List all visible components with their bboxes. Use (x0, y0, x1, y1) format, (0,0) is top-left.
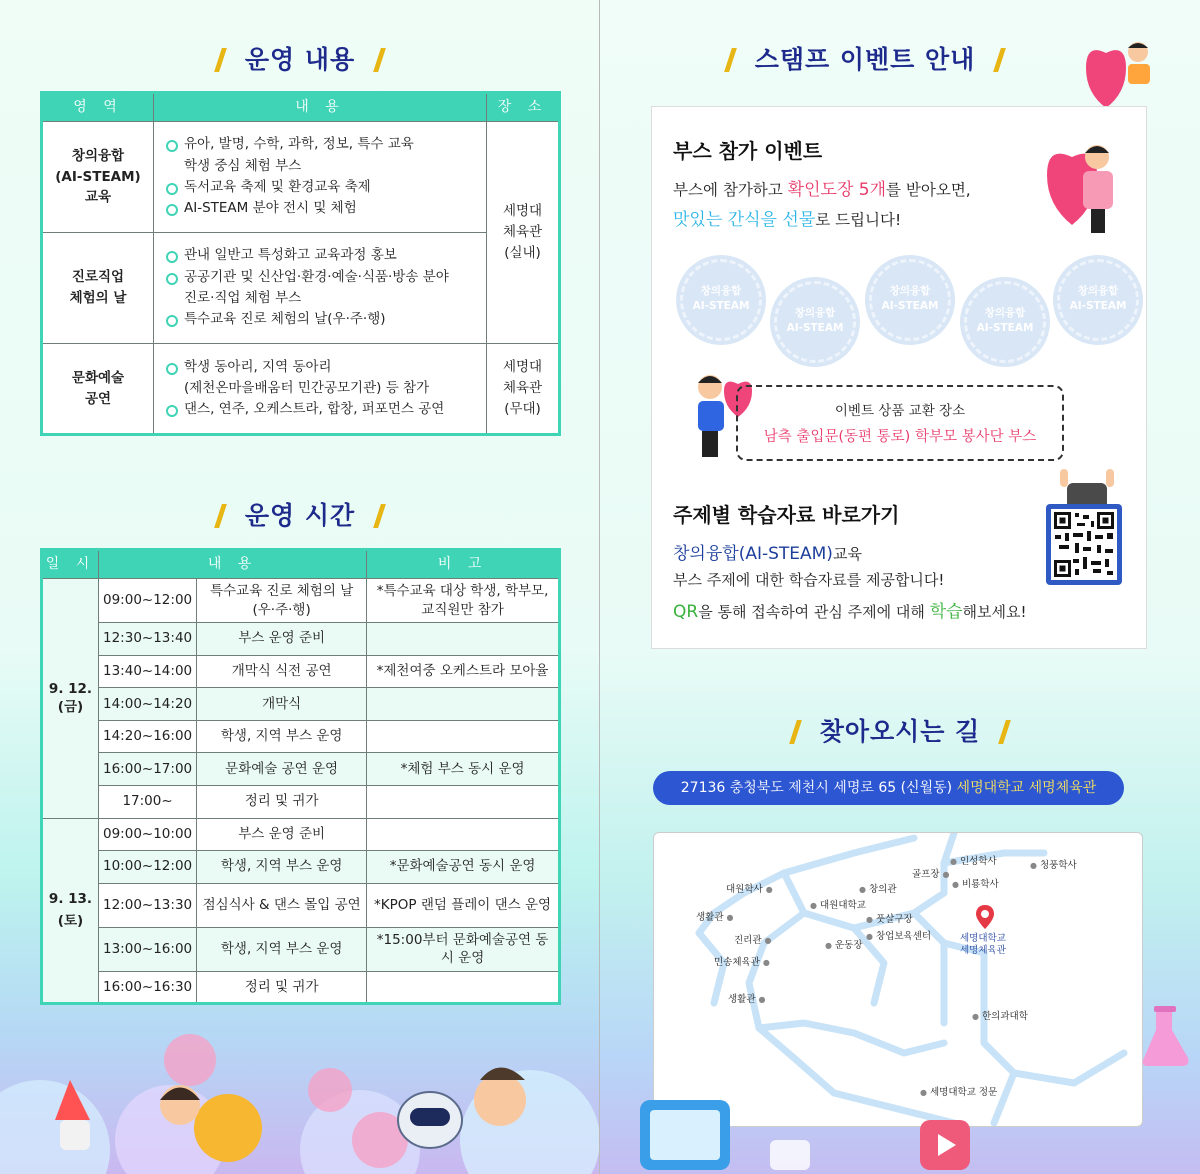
content-cell: 학생, 지역 부스 운영 (197, 927, 367, 971)
map-label-golf: 골프장 ● (912, 866, 950, 880)
content-cell: 정리 및 귀가 (197, 785, 367, 818)
list-item: 공공기관 및 신산업·환경·예술·식품·방송 분야 진로·직업 체험 부스 (166, 267, 474, 310)
stamp-placeholder-1: 창의융합 AI-STEAM (680, 259, 762, 341)
map-label-insung: ● 인성학사 (950, 853, 997, 867)
study-line-2: 부스 주제에 대한 학습자료를 제공합니다! (673, 571, 945, 589)
decoration-illustration (0, 1000, 600, 1174)
note-cell (367, 818, 560, 851)
date-cell: 9. 13. (토) (42, 818, 99, 1004)
note-cell (367, 688, 560, 721)
time-title: 운영 시간 (0, 496, 600, 532)
col-header-note: 비 고 (367, 550, 560, 579)
content-cell: 학생, 지역 부스 운영 (197, 851, 367, 884)
list-item: 관내 일반고 특성화고 교육과정 홍보 (166, 245, 474, 266)
exchange-place-box (736, 385, 1064, 461)
table-row (42, 883, 560, 927)
stamp-placeholder-2: 창의융합 AI-STEAM (774, 281, 856, 363)
table-row (42, 655, 560, 688)
col-header-content: 내 용 (154, 93, 487, 122)
map-label-daewon-dorm: 대원학사 ● (726, 881, 773, 895)
time-cell: 16:00~16:30 (99, 971, 197, 1004)
table-row (42, 927, 560, 971)
stamp-event-card (652, 107, 1146, 648)
time-cell: 12:00~13:30 (99, 883, 197, 927)
map-label-undong: ● 운동장 (825, 937, 863, 951)
list-item: 댄스, 연주, 오케스트라, 합창, 퍼포먼스 공연 (166, 399, 474, 420)
qr-code-pattern (1051, 509, 1117, 580)
directions-title: 찾아오시는 길 (600, 712, 1200, 748)
col-header-datetime: 일 시 (42, 550, 99, 579)
area-cell: 창의융합 (AI-STEAM) 교육 (42, 122, 154, 233)
booth-event-line-1: 부스에 참가하고 확인도장 5개를 받아오면, (673, 180, 971, 200)
stamp-event-title: 스탬프 이벤트 안내 (600, 40, 1130, 76)
pointing-character-icon (1052, 469, 1122, 509)
note-cell: *15:00부터 문화예술공연 동시 운영 (367, 927, 560, 971)
flask-icon (1136, 1000, 1200, 1070)
table-row (42, 971, 560, 1004)
heart-character-icon (1066, 38, 1176, 118)
col-header-area: 영 역 (42, 93, 154, 122)
note-cell: *제천여중 오케스트라 모아율 (367, 655, 560, 688)
stamp-placeholder-5: 창의융합 AI-STEAM (1057, 259, 1139, 341)
location-pin-icon (976, 905, 994, 929)
map-label-gate: ● 세명대학교 정문 (920, 1084, 997, 1098)
note-cell (367, 971, 560, 1004)
study-line-3: QR을 통해 접속하여 관심 주제에 대해 학습해보세요! (673, 602, 1027, 622)
table-row (42, 233, 560, 344)
content-cell (154, 122, 487, 233)
map-target-label: 세명대학교 세명체육관 (960, 933, 1006, 957)
table-row (42, 122, 560, 233)
table-row (42, 753, 560, 786)
time-cell: 16:00~17:00 (99, 753, 197, 786)
map-label-hanui: ● 한의과대학 (972, 1008, 1028, 1022)
booth-event-line-2: 맛있는 간식을 선물로 드립니다! (673, 210, 902, 230)
content-cell: 특수교육 진로 체험의 날 (우·주·행) (197, 579, 367, 623)
place-cell: 세명대 체육관 (실내) (487, 122, 560, 344)
table-row (42, 785, 560, 818)
map-label-changup: ● 창업보육센터 (866, 928, 931, 942)
content-cell (154, 233, 487, 344)
stamp-placeholder-3: 창의융합 AI-STEAM (869, 259, 951, 341)
list-item: AI-STEAM 분야 전시 및 체험 (166, 198, 474, 219)
table-row (42, 851, 560, 884)
list-item: 독서교육 축제 및 환경교육 축제 (166, 177, 474, 198)
qr-code-icon[interactable] (1046, 504, 1122, 585)
note-cell (367, 720, 560, 753)
map-roads (654, 833, 1143, 1127)
area-cell: 문화예술 공연 (42, 344, 154, 435)
time-cell: 14:20~16:00 (99, 720, 197, 753)
place-cell: 세명대 체육관 (무대) (487, 344, 560, 435)
right-panel (600, 0, 1200, 1174)
note-cell: *문화예술공연 동시 운영 (367, 851, 560, 884)
operation-title: 운영 내용 (0, 40, 600, 76)
content-cell (154, 344, 487, 435)
content-cell: 정리 및 귀가 (197, 971, 367, 1004)
list-item: 특수교육 진로 체험의 날(우·주·행) (166, 309, 474, 330)
time-cell: 09:00~10:00 (99, 818, 197, 851)
map-label-minsong: 민송체육관 ● (714, 954, 770, 968)
study-heading: 주제별 학습자료 바로가기 (673, 503, 900, 527)
list-item: 유아, 발명, 수학, 과학, 정보, 특수 교육 학생 중심 체험 부스 (166, 134, 474, 177)
time-cell: 17:00~ (99, 785, 197, 818)
col-header-place: 장 소 (487, 93, 560, 122)
content-cell: 개막식 (197, 688, 367, 721)
note-cell: *체험 부스 동시 운영 (367, 753, 560, 786)
col-header-content: 내 용 (99, 550, 367, 579)
study-line-1: 창의융합(AI-STEAM)교육 (673, 544, 862, 564)
map-label-saenghwal-1: 생활관 ● (696, 909, 734, 923)
time-cell: 14:00~14:20 (99, 688, 197, 721)
list-item: 학생 동아리, 지역 동아리 (제천온마을배움터 민간공모기관) 등 참가 (166, 357, 474, 400)
table-row (42, 818, 560, 851)
time-cell: 13:40~14:00 (99, 655, 197, 688)
content-cell: 개막식 식전 공연 (197, 655, 367, 688)
note-cell (367, 623, 560, 656)
area-cell: 진로직업 체험의 날 (42, 233, 154, 344)
heart-hug-character-icon (1037, 135, 1132, 240)
time-cell: 12:30~13:40 (99, 623, 197, 656)
table-row (42, 623, 560, 656)
address-banner: 27136 충청북도 제천시 세명로 65 (신월동) 세명대학교 세명체육관 (653, 771, 1124, 805)
date-cell: 9. 12. (금) (42, 579, 99, 819)
operation-table (40, 91, 561, 436)
content-cell: 점심식사 & 댄스 몰입 공연 (197, 883, 367, 927)
time-cell: 13:00~16:00 (99, 927, 197, 971)
content-cell: 문화예술 공연 운영 (197, 753, 367, 786)
time-table (40, 548, 561, 1005)
bottom-decoration (620, 1090, 980, 1174)
map-label-changui: ● 창의관 (859, 881, 897, 895)
map-label-jinri: 진리관 ● (734, 932, 772, 946)
map-label-biryong: ● 비룡학사 (952, 876, 999, 890)
table-row (42, 579, 560, 623)
campus-map[interactable] (653, 832, 1143, 1127)
map-label-daewon-univ: ● 대원대학교 (810, 897, 866, 911)
table-row (42, 720, 560, 753)
note-cell (367, 785, 560, 818)
exchange-label: 이벤트 상품 교환 장소 (834, 403, 966, 419)
stamp-placeholder-4: 창의융합 AI-STEAM (964, 281, 1046, 363)
time-cell: 10:00~12:00 (99, 851, 197, 884)
booth-event-heading: 부스 참가 이벤트 (673, 139, 823, 163)
content-cell: 학생, 지역 부스 운영 (197, 720, 367, 753)
exchange-place: 남측 출입문(동편 통로) 학부모 봉사단 부스 (763, 429, 1037, 445)
content-cell: 부스 운영 준비 (197, 623, 367, 656)
content-cell: 부스 운영 준비 (197, 818, 367, 851)
note-cell: *KPOP 랜덤 플레이 댄스 운영 (367, 883, 560, 927)
map-label-cheongpung: ● 청풍학사 (1030, 857, 1077, 871)
time-cell: 09:00~12:00 (99, 579, 197, 623)
table-row (42, 344, 560, 435)
note-cell: *특수교육 대상 학생, 학부모, 교직원만 참가 (367, 579, 560, 623)
table-row (42, 688, 560, 721)
map-label-saenghwal-2: 생활관 ● (728, 991, 766, 1005)
map-label-futsal: ● 풋살구장 (866, 911, 913, 925)
